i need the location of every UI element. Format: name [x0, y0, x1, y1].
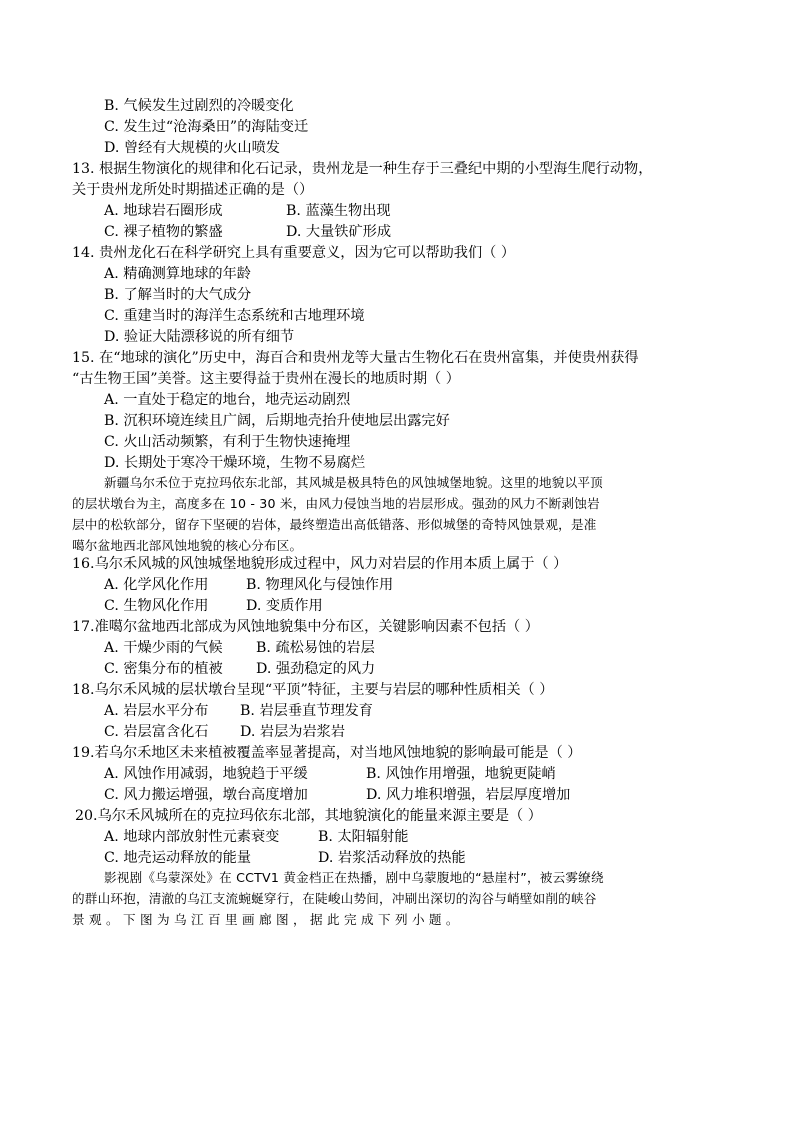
- q16-option-c: C. 生物风化作用: [104, 598, 209, 614]
- q13-option-c: C. 裸子植物的繁盛: [104, 224, 223, 240]
- q13-option-a: A. 地球岩石圈形成: [104, 203, 223, 219]
- q14-stem: 14. 贵州龙化石在科学研究上具有重要意义，因为它可以帮助我们（ ）: [72, 245, 516, 261]
- q13-stem-line2: 关于贵州龙所处时期描述正确的是（）: [72, 182, 314, 198]
- passage2-line2: 的群山环抱，清澈的乌江支流蜿蜒穿行，在陡峻山势间，冲刷出深切的沟谷与峭壁如削的峡谷: [72, 891, 597, 906]
- q18-option-a: A. 岩层水平分布: [104, 703, 209, 719]
- passage1-line4: 噶尔盆地西北部风蚀地貌的核心分布区。: [72, 538, 303, 553]
- q15-option-b: B. 沉积环境连续且广阔，后期地壳抬升使地层出露完好: [104, 413, 450, 429]
- q18-option-b: B. 岩层垂直节理发育: [240, 703, 373, 719]
- q17-option-c: C. 密集分布的植被: [104, 661, 223, 677]
- passage1-line2: 的层状墩台为主，高度多在 10 - 30 米，由风力侵蚀当地的岩层形成。强劲的风力不断剥蚀岩: [72, 496, 600, 511]
- q16-stem: 16.乌尔禾风城的风蚀城堡地貌形成过程中，风力对岩层的作用本质上属于（ ）: [72, 556, 568, 572]
- q15-option-c: C. 火山活动频繁，有利于生物快速掩埋: [104, 434, 351, 450]
- q12-option-b: B. 气候发生过剧烈的冷暖变化: [104, 98, 294, 114]
- q20-option-a: A. 地球内部放射性元素衰变: [104, 829, 280, 845]
- q17-option-d: D. 强劲稳定的风力: [256, 661, 376, 677]
- q12-option-c: C. 发生过“沧海桑田”的海陆变迁: [104, 119, 309, 135]
- q13-option-d: D. 大量铁矿形成: [286, 224, 392, 240]
- q19-option-d: D. 风力堆积增强，岩层厚度增加: [366, 787, 571, 803]
- q18-stem: 18.乌尔禾风城的层状墩台呈现“平顶”特征，主要与岩层的哪种性质相关（ ）: [72, 682, 554, 698]
- q20-option-d: D. 岩浆活动释放的热能: [318, 850, 466, 866]
- q19-stem: 19.若乌尔禾地区未来植被覆盖率显著提高，对当地风蚀地貌的影响最可能是（ ）: [72, 745, 582, 761]
- q14-option-a: A. 精确测算地球的年龄: [104, 266, 251, 282]
- q19-option-a: A. 风蚀作用减弱，地貌趋于平缓: [104, 766, 308, 782]
- q20-stem: 20.乌尔禾风城所在的克拉玛依东北部，其地貌演化的能量来源主要是（ ）: [75, 808, 542, 824]
- q15-option-d: D. 长期处于寒冷干燥环境，生物不易腐烂: [104, 455, 366, 471]
- q15-option-a: A. 一直处于稳定的地台，地壳运动剧烈: [104, 392, 351, 408]
- passage2-line1: 影视剧《乌蒙深处》在 CCTV1 黄金档正在热播，剧中乌蒙腹地的“悬崖村”，被云雾缭绕: [104, 870, 604, 885]
- passage1-line1: 新疆乌尔禾位于克拉玛依东北部，其风城是极具特色的风蚀城堡地貌。这里的地貌以平顶: [104, 475, 603, 490]
- q14-option-c: C. 重建当时的海洋生态系统和古地理环境: [104, 308, 365, 324]
- q16-option-a: A. 化学风化作用: [104, 577, 209, 593]
- q20-option-c: C. 地壳运动释放的能量: [104, 850, 252, 866]
- passage2-line3: 景 观 。 下 图 为 乌 江 百 里 画 廊 图 ， 据 此 完 成 下 列 小 题 。: [72, 912, 459, 927]
- q19-option-b: B. 风蚀作用增强，地貌更陡峭: [366, 766, 556, 782]
- q12-option-d: D. 曾经有大规模的火山喷发: [104, 140, 280, 156]
- q15-stem-line2: “古生物王国”美誉。这主要得益于贵州在漫长的地质时期（ ）: [72, 371, 460, 387]
- q17-option-b: B. 疏松易蚀的岩层: [256, 640, 375, 656]
- q18-option-c: C. 岩层富含化石: [104, 724, 209, 740]
- q17-stem: 17.准噶尔盆地西北部成为风蚀地貌集中分布区，关键影响因素不包括（ ）: [72, 619, 539, 635]
- q14-option-d: D. 验证大陆漂移说的所有细节: [104, 329, 295, 345]
- q18-option-d: D. 岩层为岩浆岩: [240, 724, 346, 740]
- q20-option-b: B. 太阳辐射能: [318, 829, 409, 845]
- q16-option-b: B. 物理风化与侵蚀作用: [246, 577, 394, 593]
- passage1-line3: 层中的松软部分，留存下坚硬的岩体，最终塑造出高低错落、形似城堡的奇特风蚀景观，是准: [72, 517, 597, 532]
- q19-option-c: C. 风力搬运增强，墩台高度增加: [104, 787, 308, 803]
- q13-stem-line1: 13. 根据生物演化的规律和化石记录，贵州龙是一种生存于三叠纪中期的小型海生爬行动物，: [72, 161, 653, 177]
- q14-option-b: B. 了解当时的大气成分: [104, 287, 252, 303]
- q17-option-a: A. 干燥少雨的气候: [104, 640, 223, 656]
- q13-option-b: B. 蓝藻生物出现: [286, 203, 391, 219]
- q15-stem-line1: 15. 在“地球的演化”历史中，海百合和贵州龙等大量古生物化石在贵州富集，并使贵州获得: [72, 350, 639, 366]
- q16-option-d: D. 变质作用: [246, 598, 323, 614]
